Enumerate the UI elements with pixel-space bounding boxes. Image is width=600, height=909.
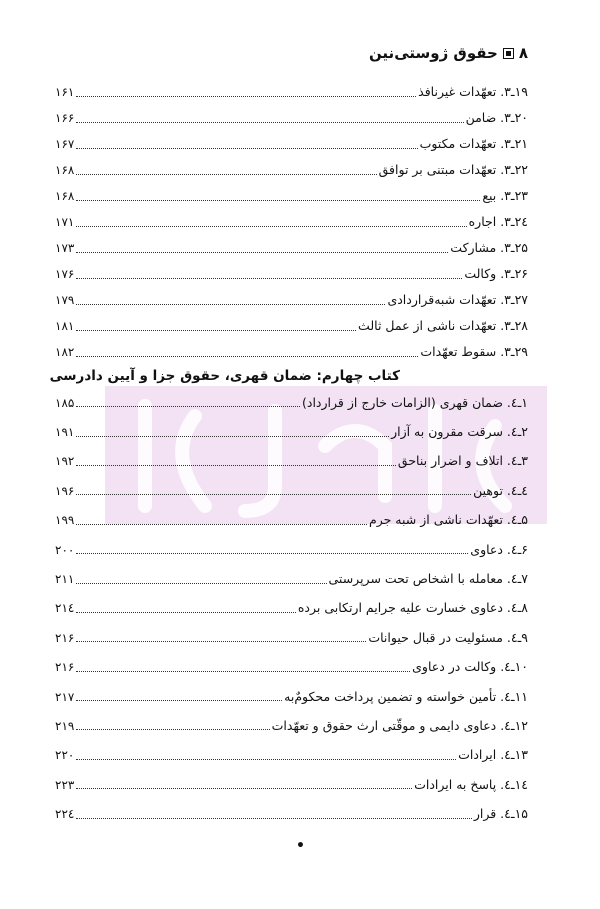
toc-entry-title: ۵ـ٤. تعهّدات ناشی از شبه جرم [368,512,528,528]
toc-entry-page: ۱۶۶ [55,111,75,125]
toc-entry[interactable] [55,476,528,505]
toc-entry[interactable] [55,157,528,183]
dot-leader [76,330,356,331]
toc-entry-title: ۱۱ـ٤. تأمین خواسته و تضمین پرداخت محکومٌ‌به [284,688,528,704]
toc-entry-title: ۲۹ـ۳. سقوط تعهّدات [420,344,528,359]
running-header [369,44,528,62]
toc-entry-title: ۱٤ـ٤. پاسخ به ایرادات [414,776,528,792]
toc-entry-page: ۱۹۹ [55,513,75,528]
toc-entry-title: ۱ـ٤. ضمان قهری (الزامات خارج از قرارداد) [302,394,528,410]
toc-entry-page: ۲۱۶ [55,630,75,645]
toc-entry[interactable] [55,261,528,287]
toc-entry-title: ۲٤ـ۳. اجاره [468,214,528,229]
toc-entry-page: ۲۱۷ [55,689,75,704]
toc-entry[interactable] [55,506,528,535]
toc-entry-title: ۲۸ـ۳. تعهّدات ناشی از عمل ثالث [358,318,528,333]
toc-part-3 [55,79,528,365]
toc-entry-page: ۱۹۶ [55,483,75,498]
dot-leader [76,759,456,760]
dot-leader [76,96,416,97]
toc-entry[interactable] [55,711,528,740]
toc-entry-title: ۱۲ـ٤. دعاوی دایمی و موقّتی ارث حقوق و تعهّدات [271,717,528,733]
dot-leader [76,304,385,305]
square-bullet-icon [503,48,514,59]
toc-entry[interactable] [55,682,528,711]
toc-entry-page: ۲۱۹ [55,718,75,733]
toc-entry-page: ۱۶۱ [55,85,75,99]
toc-entry-title: ۹ـ٤. مسئولیت در قبال حیوانات [368,629,528,645]
toc-entry-page: ۲۱۱ [55,572,75,587]
toc-entry[interactable] [55,653,528,682]
dot-leader [76,252,448,253]
toc-entry-title: ۲۵ـ۳. مشارکت [450,240,528,255]
toc-entry[interactable] [55,447,528,476]
toc-entry[interactable] [55,770,528,799]
toc-entry-title: ۸ـ٤. دعاوی خسارت علیه جرایم ارتکابی برده [297,600,528,616]
toc-entry[interactable] [55,623,528,652]
toc-entry-title: ۲۰ـ۳. ضامن [465,110,528,125]
page-footer-mark: • [296,838,305,854]
toc-entry-page: ۱۶۸ [55,189,75,203]
toc-entry-title: ۲۶ـ۳. وکالت [464,266,528,281]
dot-leader [76,788,412,789]
dot-leader [76,729,269,730]
dot-leader [76,406,300,407]
toc-entry-title: ۲۲ـ۳. تعهّدات مبتنی بر توافق [378,162,528,177]
dot-leader [76,122,463,123]
toc-entry-title: ۲۱ـ۳. تعهّدات مکتوب [419,136,528,151]
toc-entry-page: ۱۸۵ [55,395,75,410]
dot-leader [76,583,326,584]
toc-entry-page: ۱۷۳ [55,241,75,255]
dot-leader [76,671,410,672]
toc-entry-page: ۲۲٤ [55,807,75,822]
toc-entry-page: ۱۹۲ [55,454,75,469]
toc-part-4 [55,388,528,829]
toc-entry-title: ۱۹ـ۳. تعهّدات غیرنافذ [418,84,528,99]
toc-entry[interactable] [55,131,528,157]
toc-entry-page: ۲۲۳ [55,777,75,792]
toc-entry[interactable] [55,417,528,446]
dot-leader [76,612,296,613]
toc-entry-page: ۱۶۸ [55,163,75,177]
toc-entry-page: ۱۶۷ [55,137,75,151]
dot-leader [76,226,466,227]
toc-entry[interactable] [55,287,528,313]
dot-leader [76,356,418,357]
dot-leader [76,278,462,279]
toc-entry[interactable] [55,741,528,770]
toc-entry[interactable] [55,799,528,828]
toc-entry-page: ۱۷۶ [55,267,75,281]
toc-entry-title: ۱۵ـ٤. قرار [473,806,528,822]
toc-entry[interactable] [55,535,528,564]
toc-entry[interactable] [55,79,528,105]
toc-entry-title: ۱۰ـ٤. وکالت در دعاوی [412,659,528,675]
dot-leader [76,524,367,525]
toc-entry-title: ۷ـ٤. معامله با اشخاص تحت سرپرستی [328,571,528,587]
toc-entry[interactable] [55,594,528,623]
dot-leader [76,641,366,642]
toc-entry[interactable] [55,105,528,131]
toc-entry-title: ۱۳ـ٤. ایرادات [458,747,528,763]
toc-entry-page: ۱۸۱ [55,319,75,333]
toc-entry[interactable] [55,564,528,593]
dot-leader [76,200,480,201]
toc-entry-title: ۶ـ٤. دعاوی [470,541,528,557]
dot-leader [76,700,282,701]
toc-entry[interactable] [55,339,528,365]
toc-entry[interactable] [55,313,528,339]
toc-entry[interactable] [55,183,528,209]
toc-entry[interactable] [55,235,528,261]
toc-entry-title: ٤ـ٤. توهین [473,482,528,498]
dot-leader [76,465,396,466]
page-number: ۸ [518,44,528,62]
toc-entry-title: ۳ـ٤. اتلاف و اضرار بناحق [397,453,528,469]
toc-entry-title: ۲۷ـ۳. تعهّدات شبه‌قراردادی [387,292,528,307]
section-heading: کتاب چهارم: ضمان قهری، حقوق جزا و آیین دادرسی [49,368,400,384]
toc-entry[interactable] [55,209,528,235]
toc-entry-page: ۱۷۹ [55,293,75,307]
dot-leader [76,148,417,149]
toc-entry-page: ۲۲۰ [55,748,75,763]
toc-entry-page: ۱۷۱ [55,215,75,229]
toc-entry-page: ۲۱۶ [55,660,75,675]
dot-leader [76,818,471,819]
toc-entry-page: ۱۸۲ [55,345,75,359]
toc-entry-title: ۲۳ـ۳. بیع [482,188,528,203]
toc-entry[interactable] [55,388,528,417]
toc-entry-title: ۲ـ٤. سرقت مقرون به آزار [391,424,528,440]
dot-leader [76,174,376,175]
dot-leader [76,553,468,554]
book-title: حقوق ژوستی‌نین [368,44,498,62]
dot-leader [76,436,389,437]
toc-entry-page: ۲۰۰ [55,542,75,557]
toc-entry-page: ۱۹۱ [55,425,75,440]
dot-leader [76,494,471,495]
toc-entry-page: ۲۱٤ [55,601,75,616]
